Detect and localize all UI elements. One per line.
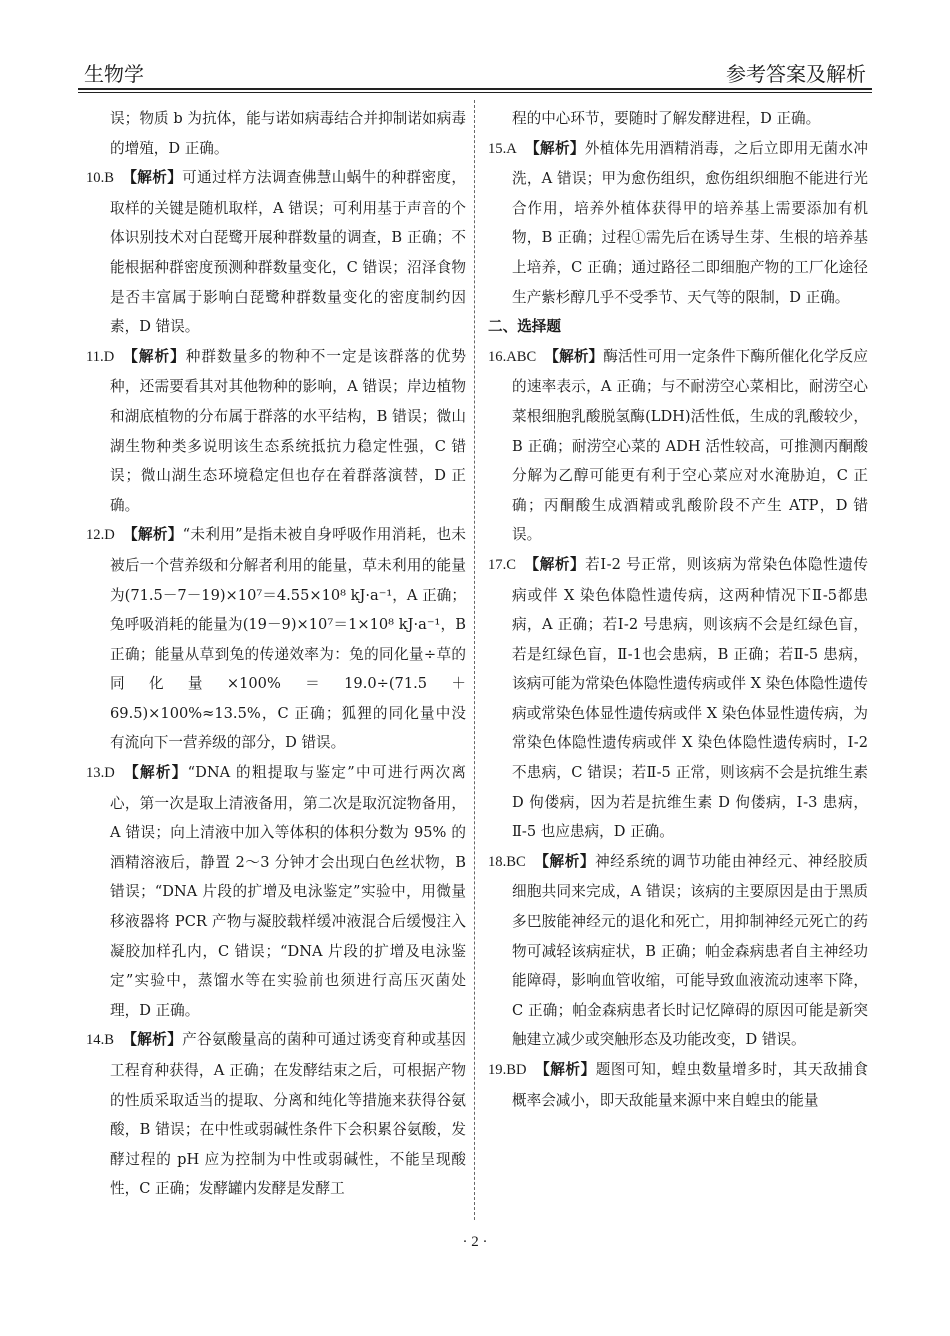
left-column xyxy=(86,104,466,1204)
answer-item-13: 13.D 【解析】“DNA 的粗提取与鉴定”中可进行两次离心，第一次是取上清液备用，第二次是取沉淀物备用，A 错误；向上清液中加入等体积的体积分数为 95% 的酒精溶液后，静置 2～3 分钟才会出现白色丝状物，B 错误；“DNA 片段的扩增及电泳鉴定”实验中，用微量移液器将 PCR 产物与凝胶载样缓冲液混合后缓慢注入凝胶加样孔内，C 错误；“DNA 片段的扩增及电泳鉴定”实验中，蒸馏水等在实验前也须进行高压灭菌处理，D 正确。 xyxy=(86,764,466,1019)
document-title: 参考答案及解析 xyxy=(726,62,866,86)
answer-key: D xyxy=(104,527,115,544)
subject-title: 生物学 xyxy=(84,62,144,86)
right-column xyxy=(488,104,868,1115)
analysis-tag: 【解析】 xyxy=(533,852,596,870)
answer-key: B xyxy=(104,170,114,187)
analysis-tag: 【解析】 xyxy=(534,1061,596,1078)
answer-item-16: 16.ABC 【解析】酶活性可用一定条件下酶所催化化学反应的速率表示，A 正确；与不耐涝空心菜相比，耐涝空心菜根细胞乳酸脱氢酶(LDH)活性低，生成的乳酸较少，B 正确；耐涝空心菜的 ADH 活性较高，可推测丙酮酸分解为乙醇可能更有利于空心菜应对水淹胁迫，C 正确；丙酮酸生成酒精或乳酸阶段不产生 ATP，D 错误。 xyxy=(488,347,868,544)
answer-key: C xyxy=(506,556,516,573)
answer-item-11: 11.D 【解析】种群数量多的物种不一定是该群落的优势种，还需要看其对其他物种的影响，A 错误；岸边植物和湖底植物的分布属于群落的水平结构，B 错误；微山湖生物种类多说明该生态系统抵抗力稳定性强，C 错误；微山湖生态环境稳定但也存在着群落演替，D 正确。 xyxy=(86,347,466,514)
analysis-text: 神经系统的调节功能由神经元、神经胶质细胞共同来完成，A 错误；该病的主要原因是由于黑质多巴胺能神经元的退化和死亡，用抑制神经元死亡的药物可减轻该病症状，B 正确；帕金森病患者自主神经功能障碍，影响血管收缩，可能导致血液流动速率下降，C 正确；帕金森病患者长时记忆障碍的原因可能是新突触建立减少或突触形态及功能改变，D 错误。 xyxy=(512,852,868,1049)
header-rule-thin xyxy=(78,92,872,93)
analysis-text: 题图可知，蝗虫数量增多时，其天敌捕食概率会减小，即天敌能量来源中来自蝗虫的能量 xyxy=(512,1061,868,1109)
column-divider xyxy=(474,100,475,1220)
analysis-tag: 【解析】 xyxy=(122,764,188,782)
answer-item-17: 17.C 【解析】若Ⅰ-2 号正常，则该病为常染色体隐性遗传病或伴 X 染色体隐性遗传病，这两种情况下Ⅱ-5都患病，A 正确；若Ⅰ-2 号患病，则该病不会是红绿色盲，若是红绿色盲，Ⅱ-1也会患病，B 正确；若Ⅱ-5 患病，该病可能为常染色体隐性遗传病或伴 X 染色体隐性遗传病或常染色体显性遗传病或伴 X 染色体显性遗传病，为常染色体隐性遗传病或伴 X 染色体隐性遗传病时，Ⅰ-2 不患病，C 错误；若Ⅱ-5 正常，则该病不会是抗维生素 D 佝偻病，因为若是抗维生素 D 佝偻病，Ⅰ-3 患病，Ⅱ-5 也应患病，D 正确。 xyxy=(488,555,868,841)
answer-key: B xyxy=(104,1032,114,1049)
analysis-tag: 【解析】 xyxy=(544,347,604,365)
analysis-tag: 【解析】 xyxy=(122,526,183,544)
analysis-tag: 【解析】 xyxy=(524,139,585,157)
answer-item-15: 15.A 【解析】外植体先用酒精消毒，之后立即用无菌水冲洗，A 错误；甲为愈伤组织，愈伤组织细胞不能进行光合作用，培养外植体获得甲的培养基上需要添加有机物，B 正确；过程①需先后在诱导生芽、生根的培养基上培养，C 正确；通过路径二即细胞产物的工厂化途径生产紫杉醇几乎不受季节、天气等的限制，D 正确。 xyxy=(488,139,868,306)
answer-key: D xyxy=(104,765,115,782)
analysis-tag: 【解析】 xyxy=(523,555,586,573)
answer-item-10: 10.B 【解析】可通过样方法调查佛慧山蜗牛的种群密度，取样的关键是随机取样，A 错误；可利用基于声音的个体识别技术对白琵鹭开展种群数量的调查，B 正确；不能根据种群密度预测种群数量变化，C 错误；沼泽食物是否丰富属于影响白琵鹭种群数量变化的密度制约因素，D 错误。 xyxy=(86,169,466,336)
answer-key: BD xyxy=(506,1062,527,1078)
analysis-text: 可通过样方法调查佛慧山蜗牛的种群密度，取样的关键是随机取样，A 错误；可利用基于声音的个体识别技术对白琵鹭开展种群数量的调查，B 正确；不能根据种群密度预测种群数量变化，C 错误；沼泽食物是否丰富属于影响白琵鹭种群数量变化的密度制约因素，D 错误。 xyxy=(110,169,466,336)
continuation-text: 误；物质 b 为抗体，能与诺如病毒结合并抑制诺如病毒的增殖，D 正确。 xyxy=(110,110,466,157)
answer-item-18: 18.BC 【解析】神经系统的调节功能由神经元、神经胶质细胞共同来完成，A 错误；该病的主要原因是由于黑质多巴胺能神经元的退化和死亡，用抑制神经元死亡的药物可减轻该病症状，B 正确；帕金森病患者自主神经功能障碍，影响血管收缩，可能导致血液流动速率下降，C 正确；帕金森病患者长时记忆障碍的原因可能是新突触建立减少或突触形态及功能改变，D 错误。 xyxy=(488,852,868,1049)
answer-key: ABC xyxy=(506,348,537,365)
analysis-tag: 【解析】 xyxy=(121,1031,183,1049)
analysis-text: 若Ⅰ-2 号正常，则该病为常染色体隐性遗传病或伴 X 染色体隐性遗传病，这两种情况下Ⅱ-5都患病，A 正确；若Ⅰ-2 号患病，则该病不会是红绿色盲，若是红绿色盲，Ⅱ-1也会患病，B 正确；若Ⅱ-5 患病，该病可能为常染色体隐性遗传病或伴 X 染色体隐性遗传病或常染色体显性遗传病或伴 X 染色体显性遗传病，为常染色体隐性遗传病或伴 X 染色体隐性遗传病时，Ⅰ-2 不患病，C 错误；若Ⅱ-5 正常，则该病不会是抗维生素 D 佝偻病，因为若是抗维生素 D 佝偻病，Ⅰ-3 患病，Ⅱ-5 也应患病，D 正确。 xyxy=(512,555,868,841)
answer-item-12: 12.D 【解析】“未利用”是指未被自身呼吸作用消耗，也未被后一个营养级和分解者利用的能量，草未利用的能量为(71.5－7－19)×10⁷＝4.55×10⁸ kJ·a⁻¹，A 正确；兔呼吸消耗的能量为(19－9)×10⁷＝1×10⁸ kJ·a⁻¹，B 正确；能量从草到兔的传递效率为：兔的同化量÷草的同化量×100%＝19.0÷(71.5＋69.5)×100%≈13.5%，C 正确；狐狸的同化量中没有流向下一营养级的部分，D 错误。 xyxy=(86,526,466,752)
page-number: · 2 · xyxy=(462,1234,488,1250)
answer-key: A xyxy=(506,140,517,157)
header-rule-thick xyxy=(78,88,872,90)
analysis-text: 种群数量多的物种不一定是该群落的优势种，还需要看其对其他物种的影响，A 错误；岸边植物和湖底植物的分布属于群落的水平结构，B 错误；微山湖生物种类多说明该生态系统抵抗力稳定性强，C 错误；微山湖生态环境稳定但也存在着群落演替，D 正确。 xyxy=(110,347,466,514)
page-header xyxy=(78,58,872,86)
analysis-text: “未利用”是指未被自身呼吸作用消耗，也未被后一个营养级和分解者利用的能量，草未利用的能量为(71.5－7－19)×10⁷＝4.55×10⁸ kJ·a⁻¹，A 正确；兔呼吸消耗的能量为(19－9)×10⁷＝1×10⁸ kJ·a⁻¹，B 正确；能量从草到兔的传递效率为：兔的同化量÷草的同化量×100%＝19.0÷(71.5＋69.5)×100%≈13.5%，C 正确；狐狸的同化量中没有流向下一营养级的部分，D 错误。 xyxy=(110,526,466,752)
answer-key: BC xyxy=(506,853,526,870)
analysis-tag: 【解析】 xyxy=(121,169,183,187)
analysis-text: 产谷氨酸量高的菌种可通过诱变育种或基因工程育种获得，A 正确；在发酵结束之后，可根据产物的性质采取适当的提取、分离和纯化等措施来获得谷氨酸，B 错误；在中性或弱碱性条件下会积累谷氨酸，发酵过程的 pH 应为控制为中性或弱碱性，不能呈现酸性，C 正确；发酵罐内发酵是发酵工 xyxy=(110,1031,466,1198)
answer-item-14: 14.B 【解析】产谷氨酸量高的菌种可通过诱变育种或基因工程育种获得，A 正确；在发酵结束之后，可根据产物的性质采取适当的提取、分离和纯化等措施来获得谷氨酸，B 错误；在中性或弱碱性条件下会积累谷氨酸，发酵过程的 pH 应为控制为中性或弱碱性，不能呈现酸性，C 正确；发酵罐内发酵是发酵工 xyxy=(86,1031,466,1198)
section-heading: 二、选择题 xyxy=(488,318,561,336)
analysis-tag: 【解析】 xyxy=(122,347,186,365)
answer-key: D xyxy=(103,348,115,365)
analysis-text: 外植体先用酒精消毒，之后立即用无菌水冲洗，A 错误；甲为愈伤组织，愈伤组织细胞不能进行光合作用，培养外植体获得甲的培养基上需要添加有机物，B 正确；过程①需先后在诱导生芽、生根的培养基上培养，C 正确；通过路径二即细胞产物的工厂化途径生产紫杉醇几乎不受季节、天气等的限制，D 正确。 xyxy=(512,139,868,306)
analysis-text: 酶活性可用一定条件下酶所催化化学反应的速率表示，A 正确；与不耐涝空心菜相比，耐涝空心菜根细胞乳酸脱氢酶(LDH)活性低，生成的乳酸较少，B 正确；耐涝空心菜的 ADH 活性较高，可推测丙酮酸分解为乙醇可能更有利于空心菜应对水淹胁迫，C 正确；丙酮酸生成酒精或乳酸阶段不产生 ATP，D 错误。 xyxy=(512,347,868,544)
answer-item-19: 19.BD 【解析】题图可知，蝗虫数量增多时，其天敌捕食概率会减小，即天敌能量来源中来自蝗虫的能量 xyxy=(488,1061,868,1109)
analysis-text: “DNA 的粗提取与鉴定”中可进行两次离心，第一次是取上清液备用，第二次是取沉淀物备用，A 错误；向上清液中加入等体积的体积分数为 95% 的酒精溶液后，静置 2～3 分钟才会出现白色丝状物，B 错误；“DNA 片段的扩增及电泳鉴定”实验中，用微量移液器将 PCR 产物与凝胶载样缓冲液混合后缓慢注入凝胶加样孔内，C 错误；“DNA 片段的扩增及电泳鉴定”实验中，蒸馏水等在实验前也须进行高压灭菌处理，D 正确。 xyxy=(110,764,466,1019)
continuation-text: 程的中心环节，要随时了解发酵进程，D 正确。 xyxy=(512,110,821,127)
